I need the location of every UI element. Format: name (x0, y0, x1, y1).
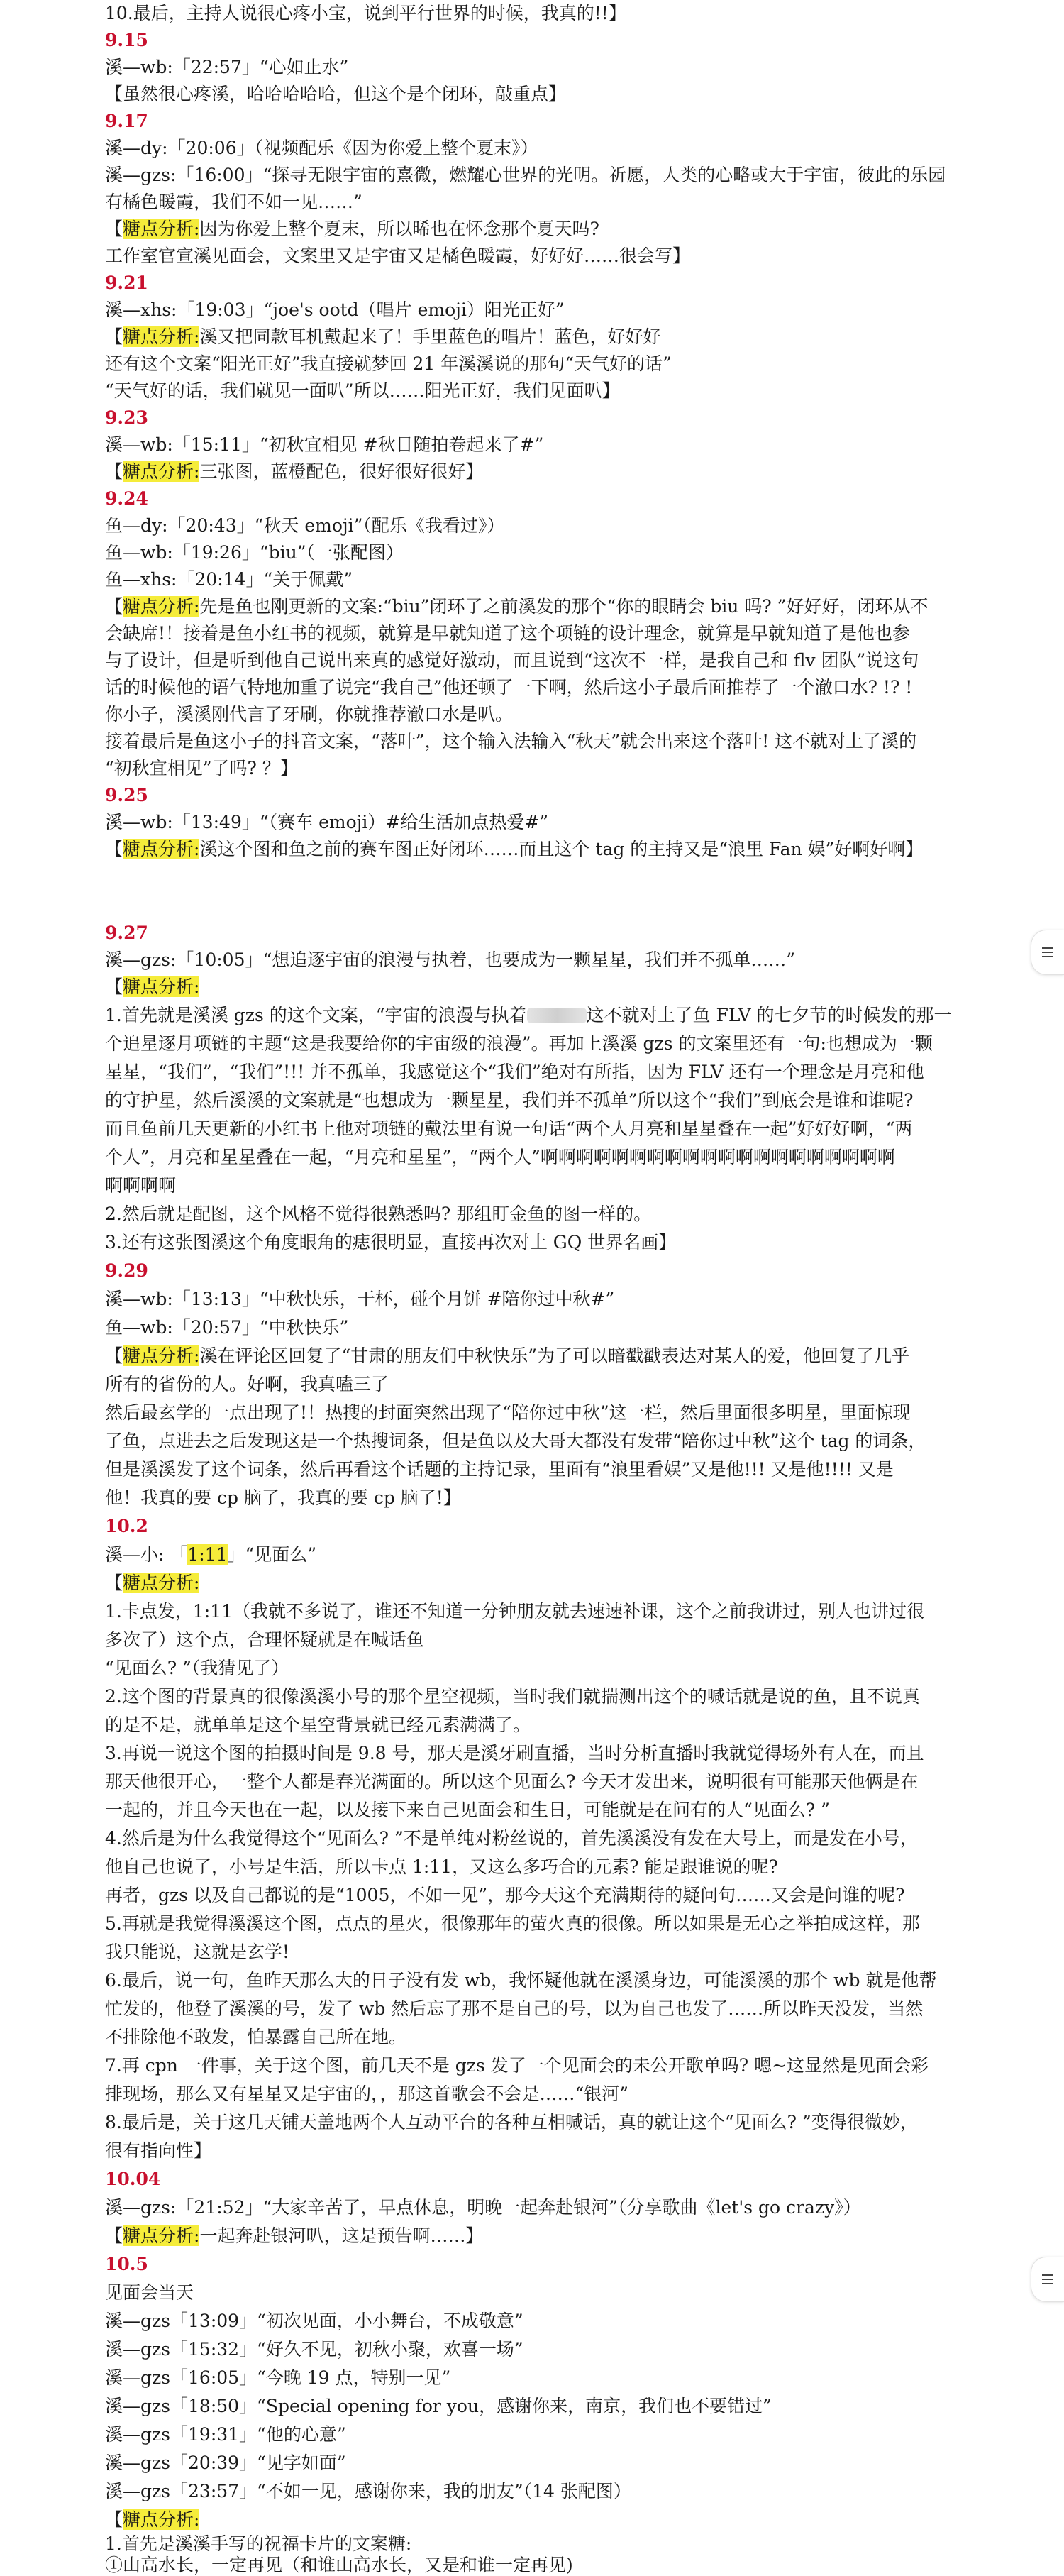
text-line: 溪—gzs「18:50」“Special opening for you，感谢你来，南京，我们也不要错过” (105, 2396, 772, 2416)
text-line: 1.首先是溪溪手写的祝福卡片的文案糖: (105, 2533, 412, 2554)
text-line: 溪—gzs「20:39」“见字如面” (105, 2453, 346, 2473)
menu-lines-icon (1042, 947, 1053, 957)
analysis-line: 【糖点分析:因为你爱上整个夏末，所以晞也在怀念那个夏天吗? (105, 219, 599, 239)
text-line: 他！我真的要 cp 脑了，我真的要 cp 脑了!】 (105, 1487, 461, 1508)
text-line: 我只能说，这就是玄学! (105, 1942, 290, 1962)
text-line: “天气好的话，我们就见一面叭”所以……阳光正好，我们见面叭】 (105, 380, 620, 401)
blurred-text (527, 1008, 587, 1023)
text-line: 所有的省份的人。好啊，我真嗑三了 (105, 1374, 389, 1394)
analysis-text: 先是鱼也刚更新的文案:“biu”闭环了之前溪发的那个“你的眼睛会 biu 吗? ”好好好，闭环从不 (199, 596, 929, 617)
text-line: 忙发的，他登了溪溪的号，发了 wb 然后忘了那不是自己的号，以为自己也发了……所以昨天没发，当然 (105, 1998, 924, 2019)
analysis-line: 【糖点分析:溪这个图和鱼之前的赛车图正好闭环……而且这个 tag 的主持又是“浪里 Fan 娱”好啊好啊】 (105, 839, 924, 859)
text-line: 排现场，那么又有星星又是宇宙的，，那这首歌会不会是……“银河” (105, 2084, 629, 2104)
text-line: 6.最后，说一句，鱼昨天那么大的日子没有发 wb，我怀疑他就在溪溪身边，可能溪溪的那个 wb 就是他帮 (105, 1970, 937, 1991)
analysis-label: 糖点分析: (123, 326, 200, 347)
text-line: 3.还有这张图溪这个角度眼角的痣很明显，直接再次对上 GQ 世界名画】 (105, 1232, 677, 1253)
text-fragment: 1.首先就是溪溪 gzs 的这个文案，“宇宙的浪漫与执着 (105, 1005, 527, 1025)
analysis-line: 【糖点分析: (105, 1573, 200, 1593)
text-line: 工作室官宣溪见面会，文案里又是宇宙又是橘色暖霞，好好好……很会写】 (105, 246, 691, 266)
text-line: 4.然后是为什么我觉得这个“见面么? ”不是单纯对粉丝说的，首先溪溪没有发在大号上，而是发在小号， (105, 1828, 918, 1849)
text-line: 7.再 cpn 一件事，关于这个图，前几天不是 gzs 发了一个见面会的未公开歌单吗? 嗯~这显然是见面会彩 (105, 2055, 929, 2076)
text-line: 溪—wb:「22:57」“心如止水” (105, 57, 349, 77)
analysis-label: 糖点分析: (123, 839, 200, 859)
analysis-label: 糖点分析: (123, 2225, 200, 2246)
text-line: 而且鱼前几天更新的小红书上他对项链的戴法里有说一句话“两个人月亮和星星叠在一起”好好好啊，“两 (105, 1118, 913, 1139)
text-line: 你小子，溪溪刚代言了牙刷，你就推荐澈口水是叭。 (105, 704, 514, 725)
analysis-label: 糖点分析: (123, 1345, 200, 1366)
text-line: 溪—gzs「23:57」“不如一见，感谢你来，我的朋友”（14 张配图） (105, 2481, 631, 2501)
text-line: 还有这个文案“阳光正好”我直接就梦回 21 年溪溪说的那句“天气好的话” (105, 353, 672, 374)
date-heading: 9.24 (105, 488, 148, 509)
menu-lines-icon (1042, 2274, 1053, 2284)
date-heading: 9.29 (105, 1260, 148, 1281)
text-line: 与了设计，但是听到他自己说出来真的感觉好激动，而且说到“这次不一样，是我自己和 flv 团队”说这句 (105, 650, 919, 671)
text-line: 2.然后就是配图，这个风格不觉得很熟悉吗? 那组盯金鱼的图一样的。 (105, 1204, 652, 1224)
date-heading: 9.23 (105, 407, 148, 428)
text-line: 3.再说一说这个图的拍摄时间是 9.8 号，那天是溪牙刷直播，当时分析直播时我就觉得场外有人在，而且 (105, 1743, 924, 1763)
analysis-text: 溪这个图和鱼之前的赛车图正好闭环……而且这个 tag 的主持又是“浪里 Fan 娱”好啊好啊】 (199, 839, 924, 859)
analysis-line: 【糖点分析: (105, 976, 200, 997)
analysis-text: 溪在评论区回复了“甘肃的朋友们中秋快乐”为了可以暗戳戳表达对某人的爱，他回复了几乎 (199, 1345, 910, 1366)
text-line (105, 1005, 977, 1026)
analysis-line: 【糖点分析:三张图，蓝橙配色，很好很好很好】 (105, 461, 484, 482)
text-line: 见面会当天 (105, 2282, 194, 2303)
text-line: 溪—gzs:「21:52」“大家辛苦了，早点休息，明晚一起奔赴银河”（分享歌曲《let's go crazy》） (105, 2197, 861, 2218)
text-line: 不排除他不敢发，怕暴露自己所在地。 (105, 2027, 407, 2047)
text-fragment: 这不就对上了鱼 FLV 的七夕节的时候发的那一 (586, 1005, 952, 1025)
text-line: 话的时候他的语气特地加重了说完“我自己”他还顿了一下啊，然后这小子最后面推荐了一个澈口水? !? ! (105, 677, 913, 698)
text-line: 溪—gzs:「16:00」“探寻无限宇宙的熹微，燃耀心世界的光明。祈愿，人类的心略或大于宇宙，彼此的乐园 (105, 165, 946, 185)
date-heading: 10.5 (105, 2254, 148, 2274)
text-line: 个人”，月亮和星星叠在一起，“月亮和星星”，“两个人”啊啊啊啊啊啊啊啊啊啊啊啊啊啊啊啊啊啊啊啊 (105, 1147, 895, 1167)
text-line: 溪—dy:「20:06」（视频配乐《因为你爱上整个夏末》） (105, 138, 538, 158)
text-line: 溪—gzs「15:32」“好久不见，初秋小聚，欢喜一场” (105, 2339, 523, 2360)
text-line: 了鱼，点进去之后发现这是一个热搜词条，但是鱼以及大哥大都没有发带“陪你过中秋”这个 tag 的词条， (105, 1431, 926, 1451)
text-line: 鱼—dy:「20:43」“秋天 emoji”（配乐《我看过》） (105, 515, 505, 536)
text-line: 他自己也说了，小号是生活，所以卡点 1:11，又这么多巧合的元素? 能是跟谁说的呢? (105, 1856, 778, 1877)
text-line: 个追星逐月项链的主题“这是我要给你的宇宙级的浪漫”。再加上溪溪 gzs 的文案里还有一句:也想成为一颗 (105, 1033, 933, 1054)
toc-menu-button[interactable] (1031, 930, 1064, 975)
text-line: 鱼—xhs:「20:14」“关于佩戴” (105, 569, 353, 590)
text-line: 溪—xhs:「19:03」“joe's ootd（唱片 emoji）阳光正好” (105, 299, 565, 320)
text-line: 多次了）这个点，合理怀疑就是在喊话鱼 (105, 1629, 425, 1650)
analysis-text: 因为你爱上整个夏末，所以晞也在怀念那个夏天吗? (199, 219, 599, 239)
date-heading: 9.21 (105, 273, 148, 293)
text-line: 然后最玄学的一点出现了!！热搜的封面突然出现了“陪你过中秋”这一栏，然后里面很多明星，里面惊现 (105, 1402, 911, 1423)
date-heading: 9.27 (105, 923, 148, 943)
analysis-line: 【糖点分析:溪又把同款耳机戴起来了！手里蓝色的唱片！蓝色，好好好 (105, 326, 661, 347)
text-line: “初秋宜相见”了吗? ？】 (105, 758, 298, 778)
text-line: 啊啊啊啊 (105, 1175, 177, 1196)
text-line: 溪—gzs:「10:05」“想追逐宇宙的浪漫与执着，也要成为一颗星星，我们并不孤单……” (105, 950, 796, 970)
analysis-label: 糖点分析: (123, 2509, 200, 2530)
text-line: 1.卡点发，1:11（我就不多说了，谁还不知道一分钟朋友就去速速补课，这个之前我讲过，别人也讲过很 (105, 1601, 924, 1622)
text-line: 很有指向性】 (105, 2140, 212, 2161)
text-line: 但是溪溪发了这个词条，然后再看这个话题的主持记录，里面有“浪里看娱”又是他!!! 又是他!!!! 又是 (105, 1459, 894, 1480)
highlighted-time: 1:11 (187, 1544, 228, 1565)
analysis-line: 【糖点分析:一起奔赴银河叭，这是预告啊……】 (105, 2225, 484, 2246)
analysis-line: 【糖点分析: (105, 2509, 200, 2530)
text-fragment: 」“见面么” (227, 1544, 317, 1565)
text-line: 鱼—wb:「20:57」“中秋快乐” (105, 1317, 349, 1338)
analysis-text: 溪又把同款耳机戴起来了！手里蓝色的唱片！蓝色，好好好 (199, 326, 661, 347)
text-line: 鱼—wb:「19:26」“biu”（一张配图） (105, 542, 404, 563)
date-heading: 10.04 (105, 2169, 161, 2189)
text-line: 2.这个图的背景真的很像溪溪小号的那个星空视频，当时我们就揣测出这个的喊话就是说的鱼，且不说真 (105, 1686, 920, 1707)
date-heading: 9.15 (105, 30, 148, 50)
text-line: ①山高水长，一定再见（和谁山高水长，又是和谁一定再见) (105, 2555, 573, 2575)
analysis-label: 糖点分析: (123, 976, 200, 997)
toc-menu-button[interactable] (1031, 2257, 1064, 2302)
text-line: 星星，“我们”，“我们”!!! 并不孤单，我感觉这个“我们”绝对有所指，因为 FLV 还有一个理念是月亮和他 (105, 1062, 924, 1082)
text-line: 接着最后是鱼这小子的抖音文案，“落叶”，这个输入法输入“秋天”就会出来这个落叶! 这不就对上了溪的 (105, 731, 917, 752)
date-heading: 9.17 (105, 111, 148, 131)
text-line: 溪—wb:「13:13」“中秋快乐，干杯，碰个月饼 #陪你过中秋#” (105, 1289, 615, 1309)
text-line: 溪—gzs「19:31」“他的心意” (105, 2424, 346, 2445)
text-line: 8.最后是，关于这几天铺天盖地两个人互动平台的各种互相喊话，真的就让这个“见面么? ”变得很微妙， (105, 2112, 918, 2132)
text-line: 有橘色暖霞，我们不如一见……” (105, 192, 362, 212)
text-line: 10.最后，主持人说很心疼小宝，说到平行世界的时候，我真的!!】 (105, 3, 626, 23)
text-line: 再者，gzs 以及自己都说的是“1005，不如一见”，那今天这个充满期待的疑问句……又会是问谁的呢? (105, 1885, 905, 1905)
text-fragment: 溪—小: 「 (105, 1544, 188, 1565)
analysis-line: 【糖点分析:溪在评论区回复了“甘肃的朋友们中秋快乐”为了可以暗戳戳表达对某人的爱，他回复了几乎 (105, 1345, 910, 1366)
analysis-text: 一起奔赴银河叭，这是预告啊……】 (199, 2225, 484, 2246)
text-line: 一起的，并且今天也在一起，以及接下来自己见面会和生日，可能就是在问有的人“见面么? ” (105, 1800, 830, 1820)
text-line: 的守护星，然后溪溪的文案就是“也想成为一颗星星，我们并不孤单”所以这个“我们”到底会是谁和谁呢? (105, 1090, 914, 1111)
text-line: 溪—gzs「16:05」“今晚 19 点，特别一见” (105, 2367, 451, 2388)
date-heading: 10.2 (105, 1516, 148, 1536)
text-line: 【虽然很心疼溪，哈哈哈哈哈，但这个是个闭环，敲重点】 (105, 84, 567, 104)
text-line: 那天他很开心，一整个人都是春光满面的。所以这个见面么? 今天才发出来，说明很有可能那天他俩是在 (105, 1771, 919, 1792)
analysis-label: 糖点分析: (123, 1573, 200, 1593)
date-heading: 9.25 (105, 785, 148, 805)
analysis-label: 糖点分析: (123, 219, 200, 239)
text-line: 5.再就是我觉得溪溪这个图，点点的星火，很像那年的萤火真的很像。所以如果是无心之举拍成这样，那 (105, 1913, 920, 1934)
analysis-line: 【糖点分析:先是鱼也刚更新的文案:“biu”闭环了之前溪发的那个“你的眼睛会 biu 吗? ”好好好，闭环从不 (105, 596, 929, 617)
text-line: “见面么? ”（我猜见了） (105, 1658, 289, 1678)
analysis-label: 糖点分析: (123, 461, 200, 482)
analysis-label: 糖点分析: (123, 596, 200, 617)
text-line: 的是不是，就单单是这个星空背景就已经元素满满了。 (105, 1714, 531, 1735)
text-line: 溪—gzs「13:09」“初次见面，小小舞台，不成敬意” (105, 2311, 523, 2331)
analysis-text: 三张图，蓝橙配色，很好很好很好】 (199, 461, 484, 482)
text-line (105, 1544, 977, 1565)
text-line: 会缺席!！接着是鱼小红书的视频，就算是早就知道了这个项链的设计理念，就算是早就知道了是他也参 (105, 623, 911, 644)
text-line: 溪—wb:「15:11」“初秋宜相见 #秋日随拍卷起来了#” (105, 434, 544, 455)
text-line: 溪—wb:「13:49」“（赛车 emoji）#给生活加点热爱#” (105, 812, 549, 832)
